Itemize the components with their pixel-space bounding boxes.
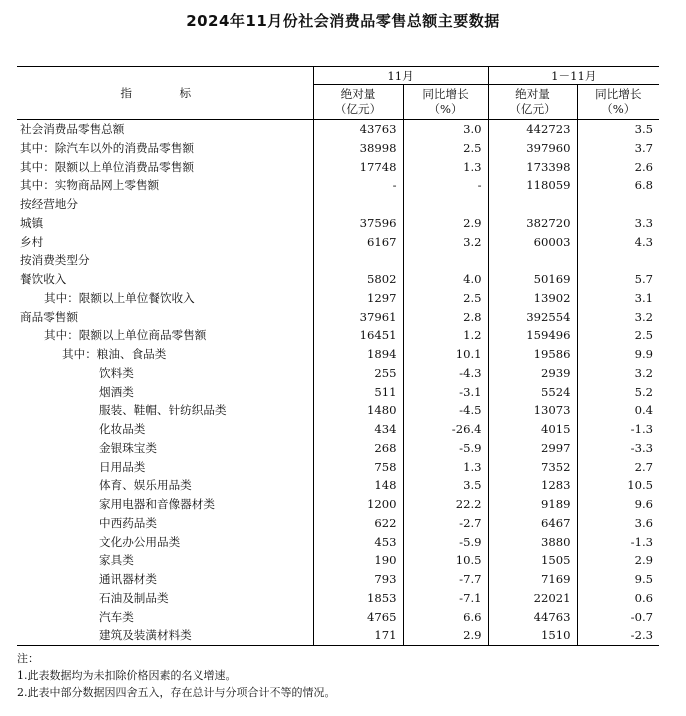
note-item: 1.此表数据均为未扣除价格因素的名义增速。 bbox=[17, 669, 237, 682]
cell-ytd-absolute bbox=[488, 251, 577, 270]
page-title: 2024年11月份社会消费品零售总额主要数据 bbox=[186, 12, 500, 30]
notes-heading: 注： bbox=[17, 652, 39, 665]
table-row bbox=[17, 495, 659, 514]
table-row bbox=[17, 383, 659, 402]
cell-ytd-growth: 3.2 bbox=[577, 364, 659, 383]
table-row bbox=[17, 401, 659, 420]
cell-ytd-absolute: 2939 bbox=[488, 364, 577, 383]
cell-ytd-growth: 3.5 bbox=[577, 120, 659, 139]
header-indicator: 指 标 bbox=[17, 67, 313, 120]
row-label: 其中：除汽车以外的消费品零售额 bbox=[20, 140, 194, 155]
cell-nov-absolute bbox=[313, 195, 403, 214]
header-text: （亿元） bbox=[334, 102, 382, 116]
cell-nov-absolute: 4765 bbox=[313, 608, 403, 627]
table-row bbox=[17, 364, 659, 383]
cell-ytd-absolute: 9189 bbox=[488, 495, 577, 514]
cell-nov-growth: 2.5 bbox=[403, 289, 488, 308]
cell-ytd-growth: 5.2 bbox=[577, 383, 659, 402]
cell-nov-growth: 6.6 bbox=[403, 608, 488, 627]
row-label: 其中：粮油、食品类 bbox=[62, 347, 167, 361]
cell-ytd-growth: 2.6 bbox=[577, 158, 659, 177]
cell-ytd-absolute: 5524 bbox=[488, 383, 577, 402]
header-ytd-growth bbox=[577, 85, 659, 120]
table-row bbox=[17, 570, 659, 589]
table-row bbox=[17, 345, 659, 364]
cell-nov-absolute: 1200 bbox=[313, 495, 403, 514]
cell-nov-growth: 22.2 bbox=[403, 495, 488, 514]
header-nov-absolute bbox=[313, 85, 403, 120]
cell-ytd-growth: 3.7 bbox=[577, 139, 659, 158]
cell-ytd-growth: 9.9 bbox=[577, 345, 659, 364]
cell-nov-growth: -26.4 bbox=[403, 420, 488, 439]
cell-ytd-growth: -1.3 bbox=[577, 420, 659, 439]
cell-ytd-growth: 0.4 bbox=[577, 401, 659, 420]
row-label: 石油及制品类 bbox=[99, 590, 169, 605]
cell-ytd-absolute: 382720 bbox=[488, 214, 577, 233]
table-row bbox=[17, 458, 659, 477]
cell-nov-growth: - bbox=[403, 176, 488, 195]
cell-nov-absolute: 37961 bbox=[313, 308, 403, 327]
cell-nov-growth bbox=[403, 195, 488, 214]
header-text: （%） bbox=[428, 102, 463, 116]
cell-ytd-absolute: 159496 bbox=[488, 326, 577, 345]
cell-nov-absolute: - bbox=[313, 176, 403, 195]
cell-ytd-absolute: 392554 bbox=[488, 308, 577, 327]
cell-ytd-absolute: 44763 bbox=[488, 608, 577, 627]
cell-ytd-absolute: 173398 bbox=[488, 158, 577, 177]
row-label: 商品零售额 bbox=[20, 309, 78, 324]
cell-nov-absolute: 171 bbox=[313, 626, 403, 645]
cell-ytd-absolute: 22021 bbox=[488, 589, 577, 608]
table-row bbox=[17, 214, 659, 233]
cell-nov-growth: 1.3 bbox=[403, 158, 488, 177]
row-label: 家用电器和音像器材类 bbox=[99, 497, 215, 511]
row-label: 其中：限额以上单位消费品零售额 bbox=[20, 159, 194, 174]
cell-nov-absolute: 1480 bbox=[313, 401, 403, 420]
cell-ytd-absolute: 118059 bbox=[488, 176, 577, 195]
cell-nov-absolute: 758 bbox=[313, 458, 403, 477]
cell-ytd-growth: -3.3 bbox=[577, 439, 659, 458]
cell-ytd-growth: 2.9 bbox=[577, 551, 659, 570]
row-label: 其中：实物商品网上零售额 bbox=[20, 178, 160, 193]
cell-ytd-absolute: 397960 bbox=[488, 139, 577, 158]
cell-nov-growth: 2.5 bbox=[403, 139, 488, 158]
cell-nov-growth: -4.3 bbox=[403, 364, 488, 383]
cell-ytd-growth: 9.5 bbox=[577, 570, 659, 589]
cell-nov-growth: 2.9 bbox=[403, 214, 488, 233]
cell-nov-absolute: 1297 bbox=[313, 289, 403, 308]
cell-ytd-absolute: 2997 bbox=[488, 439, 577, 458]
cell-nov-growth: -7.1 bbox=[403, 589, 488, 608]
row-label: 建筑及装潢材料类 bbox=[17, 626, 313, 645]
header-row-periods bbox=[17, 67, 659, 85]
table-row bbox=[17, 251, 659, 270]
cell-ytd-growth: 6.8 bbox=[577, 176, 659, 195]
cell-nov-absolute: 43763 bbox=[313, 120, 403, 139]
row-label: 中西药品类 bbox=[99, 515, 157, 530]
cell-ytd-growth: -2.3 bbox=[577, 626, 659, 645]
cell-ytd-absolute: 19586 bbox=[488, 345, 577, 364]
cell-nov-absolute: 622 bbox=[313, 514, 403, 533]
table-row bbox=[17, 589, 659, 608]
cell-nov-absolute: 268 bbox=[313, 439, 403, 458]
row-label: 烟酒类 bbox=[99, 384, 134, 399]
cell-ytd-growth: 2.5 bbox=[577, 326, 659, 345]
table-row bbox=[17, 551, 659, 570]
cell-nov-absolute: 16451 bbox=[313, 326, 403, 345]
data-table bbox=[17, 66, 659, 646]
cell-nov-growth: 1.2 bbox=[403, 326, 488, 345]
notes bbox=[17, 650, 336, 701]
row-label: 体育、娱乐用品类 bbox=[99, 478, 192, 493]
cell-nov-growth: 2.9 bbox=[403, 626, 488, 645]
cell-ytd-growth: 4.3 bbox=[577, 233, 659, 252]
cell-nov-absolute: 1894 bbox=[313, 345, 403, 364]
header-text: 同比增长 bbox=[595, 87, 642, 101]
table-row bbox=[17, 195, 659, 214]
table-row bbox=[17, 233, 659, 252]
row-label: 服装、鞋帽、针纺织品类 bbox=[99, 403, 227, 418]
cell-nov-absolute: 793 bbox=[313, 570, 403, 589]
cell-ytd-absolute: 7352 bbox=[488, 458, 577, 477]
table-row bbox=[17, 420, 659, 439]
table-row bbox=[17, 608, 659, 627]
cell-ytd-growth: 0.6 bbox=[577, 589, 659, 608]
row-label: 社会消费品零售总额 bbox=[20, 122, 125, 136]
header-text: （%） bbox=[601, 102, 636, 116]
table-row bbox=[17, 626, 659, 645]
row-label: 饮料类 bbox=[99, 365, 134, 380]
header-text: 绝对量 bbox=[515, 87, 550, 101]
cell-ytd-growth bbox=[577, 195, 659, 214]
cell-nov-absolute: 255 bbox=[313, 364, 403, 383]
cell-ytd-growth: -0.7 bbox=[577, 608, 659, 627]
note-item: 2.此表中部分数据因四舍五入，存在总计与分项合计不等的情况。 bbox=[17, 686, 336, 699]
row-label: 餐饮收入 bbox=[20, 272, 67, 286]
cell-ytd-growth: 3.2 bbox=[577, 308, 659, 327]
row-label: 化妆品类 bbox=[99, 422, 146, 436]
cell-nov-absolute: 17748 bbox=[313, 158, 403, 177]
cell-nov-growth: 10.5 bbox=[403, 551, 488, 570]
row-label: 其中：限额以上单位餐饮收入 bbox=[44, 290, 195, 305]
cell-ytd-absolute: 13902 bbox=[488, 289, 577, 308]
table-row bbox=[17, 308, 659, 327]
cell-ytd-growth: 5.7 bbox=[577, 270, 659, 289]
cell-nov-growth: 2.8 bbox=[403, 308, 488, 327]
row-label: 乡村 bbox=[20, 234, 44, 249]
row-label: 金银珠宝类 bbox=[99, 440, 157, 455]
cell-nov-absolute: 1853 bbox=[313, 589, 403, 608]
cell-nov-growth: 3.5 bbox=[403, 476, 488, 495]
row-label: 按消费类型分 bbox=[20, 253, 90, 268]
table-row bbox=[17, 439, 659, 458]
table-row bbox=[17, 158, 659, 177]
table-row bbox=[17, 120, 659, 139]
row-label: 文化办公用品类 bbox=[99, 534, 181, 549]
row-label: 城镇 bbox=[20, 215, 44, 230]
cell-ytd-absolute: 7169 bbox=[488, 570, 577, 589]
cell-ytd-absolute: 442723 bbox=[488, 120, 577, 139]
header-nov-growth bbox=[403, 85, 488, 120]
cell-ytd-absolute: 1283 bbox=[488, 476, 577, 495]
row-label: 其中：限额以上单位商品零售额 bbox=[44, 328, 207, 343]
cell-ytd-absolute: 50169 bbox=[488, 270, 577, 289]
table-row bbox=[17, 533, 659, 552]
cell-nov-growth: -4.5 bbox=[403, 401, 488, 420]
header-text: （亿元） bbox=[509, 102, 556, 116]
cell-ytd-growth: 3.6 bbox=[577, 514, 659, 533]
cell-nov-absolute: 190 bbox=[313, 551, 403, 570]
cell-ytd-absolute: 6467 bbox=[488, 514, 577, 533]
cell-ytd-absolute: 4015 bbox=[488, 420, 577, 439]
cell-nov-absolute: 434 bbox=[313, 420, 403, 439]
table-row bbox=[17, 514, 659, 533]
cell-ytd-absolute bbox=[488, 195, 577, 214]
cell-ytd-absolute: 60003 bbox=[488, 233, 577, 252]
cell-ytd-growth bbox=[577, 251, 659, 270]
cell-nov-absolute: 148 bbox=[313, 476, 403, 495]
cell-ytd-absolute: 1510 bbox=[488, 626, 577, 645]
cell-nov-growth: 10.1 bbox=[403, 345, 488, 364]
cell-ytd-absolute: 13073 bbox=[488, 401, 577, 420]
cell-ytd-growth: -1.3 bbox=[577, 533, 659, 552]
cell-nov-growth: -5.9 bbox=[403, 533, 488, 552]
table-row bbox=[17, 270, 659, 289]
cell-ytd-absolute: 1505 bbox=[488, 551, 577, 570]
cell-ytd-growth: 2.7 bbox=[577, 458, 659, 477]
cell-nov-growth: -3.1 bbox=[403, 383, 488, 402]
header-text: 同比增长 bbox=[422, 87, 469, 101]
cell-ytd-absolute: 3880 bbox=[488, 533, 577, 552]
row-label: 按经营地分 bbox=[20, 197, 78, 211]
cell-nov-growth: 1.3 bbox=[403, 458, 488, 477]
cell-ytd-growth: 10.5 bbox=[577, 476, 659, 495]
header-ytd-absolute bbox=[488, 85, 577, 120]
table-row bbox=[17, 289, 659, 308]
cell-nov-growth: -2.7 bbox=[403, 514, 488, 533]
table-row bbox=[17, 476, 659, 495]
row-label: 通讯器材类 bbox=[99, 572, 157, 586]
table-row bbox=[17, 176, 659, 195]
cell-nov-growth: 3.0 bbox=[403, 120, 488, 139]
header-period-november: 11月 bbox=[313, 67, 488, 85]
header-period-jan-nov: 1－11月 bbox=[488, 67, 659, 85]
cell-nov-growth: -5.9 bbox=[403, 439, 488, 458]
cell-nov-absolute: 6167 bbox=[313, 233, 403, 252]
table-row bbox=[17, 139, 659, 158]
cell-nov-absolute: 5802 bbox=[313, 270, 403, 289]
row-label: 汽车类 bbox=[99, 609, 134, 624]
cell-ytd-growth: 3.3 bbox=[577, 214, 659, 233]
cell-nov-absolute: 453 bbox=[313, 533, 403, 552]
cell-nov-absolute bbox=[313, 251, 403, 270]
cell-nov-absolute: 38998 bbox=[313, 139, 403, 158]
cell-ytd-growth: 3.1 bbox=[577, 289, 659, 308]
cell-nov-absolute: 511 bbox=[313, 383, 403, 402]
cell-nov-absolute: 37596 bbox=[313, 214, 403, 233]
cell-nov-growth bbox=[403, 251, 488, 270]
header-text: 绝对量 bbox=[340, 87, 376, 101]
cell-nov-growth: -7.7 bbox=[403, 570, 488, 589]
table-row bbox=[17, 326, 659, 345]
cell-ytd-growth: 9.6 bbox=[577, 495, 659, 514]
cell-nov-growth: 3.2 bbox=[403, 233, 488, 252]
row-label: 家具类 bbox=[99, 553, 134, 568]
cell-nov-growth: 4.0 bbox=[403, 270, 488, 289]
row-label: 日用品类 bbox=[99, 459, 146, 474]
